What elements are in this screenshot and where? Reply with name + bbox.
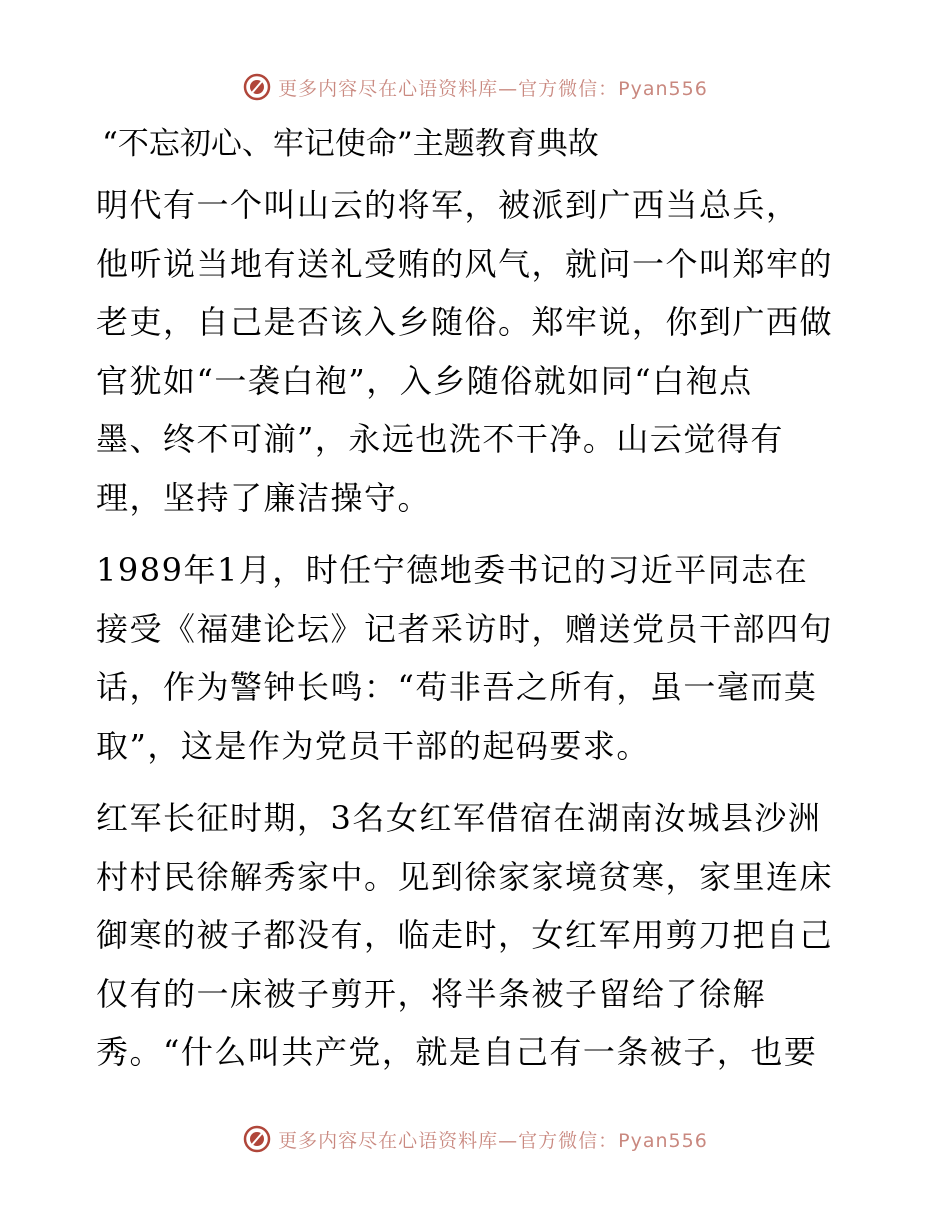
paragraph-2 — [96, 541, 856, 775]
watermark-text: 更多内容尽在心语资料库—官方微信：Pyan556 — [278, 77, 708, 100]
text-line: 他听说当地有送礼受贿的风气，就问一个叫郑牢的 — [96, 244, 834, 283]
document-title: “不忘初心、牢记使命”主题教育典故 — [102, 126, 599, 162]
text-line: 老吏，自己是否该入乡随俗。郑牢说，你到广西做 — [96, 303, 834, 341]
text-line: 村村民徐解秀家中。见到徐家家境贫寒，家里连床 — [96, 857, 834, 896]
text-line: 取”，这是作为党员干部的起码要求。 — [96, 726, 650, 765]
text-line: 接受《福建论坛》记者采访时，赠送党员干部四句 — [96, 609, 834, 648]
document-body — [96, 116, 856, 1096]
paragraph-3 — [96, 789, 856, 1082]
text-line: 话，作为警钟长鸣：“苟非吾之所有，虽一毫而莫 — [96, 668, 818, 706]
text-line: 官犹如“一袭白袍”，入乡随俗就如同“白袍点 — [96, 361, 753, 400]
text-line: 红军长征时期，3名女红军借宿在湖南汝城县沙洲 — [96, 799, 822, 837]
text-line: 墨、终不可湔”，永远也洗不干净。山云觉得有 — [96, 420, 784, 458]
brand-logo-icon — [242, 1124, 272, 1154]
text-line: 1989年1月，时任宁德地委书记的习近平同志在 — [96, 551, 809, 589]
text-line: 明代有一个叫山云的将军，被派到广西当总兵， — [96, 186, 800, 224]
header-watermark — [0, 72, 950, 102]
brand-logo-icon — [242, 72, 272, 102]
footer-watermark — [0, 1124, 950, 1154]
text-line: 秀。“什么叫共产党，就是自己有一条被子，也要 — [96, 1033, 818, 1071]
text-line: 御寒的被子都没有，临走时，女红军用剪刀把自己 — [96, 916, 834, 954]
watermark-text: 更多内容尽在心语资料库—官方微信：Pyan556 — [278, 1129, 708, 1152]
paragraph-1 — [96, 176, 856, 527]
text-line: 仅有的一床被子剪开，将半条被子留给了徐解 — [96, 974, 767, 1013]
text-line: 理，坚持了廉洁操守。 — [96, 478, 432, 517]
